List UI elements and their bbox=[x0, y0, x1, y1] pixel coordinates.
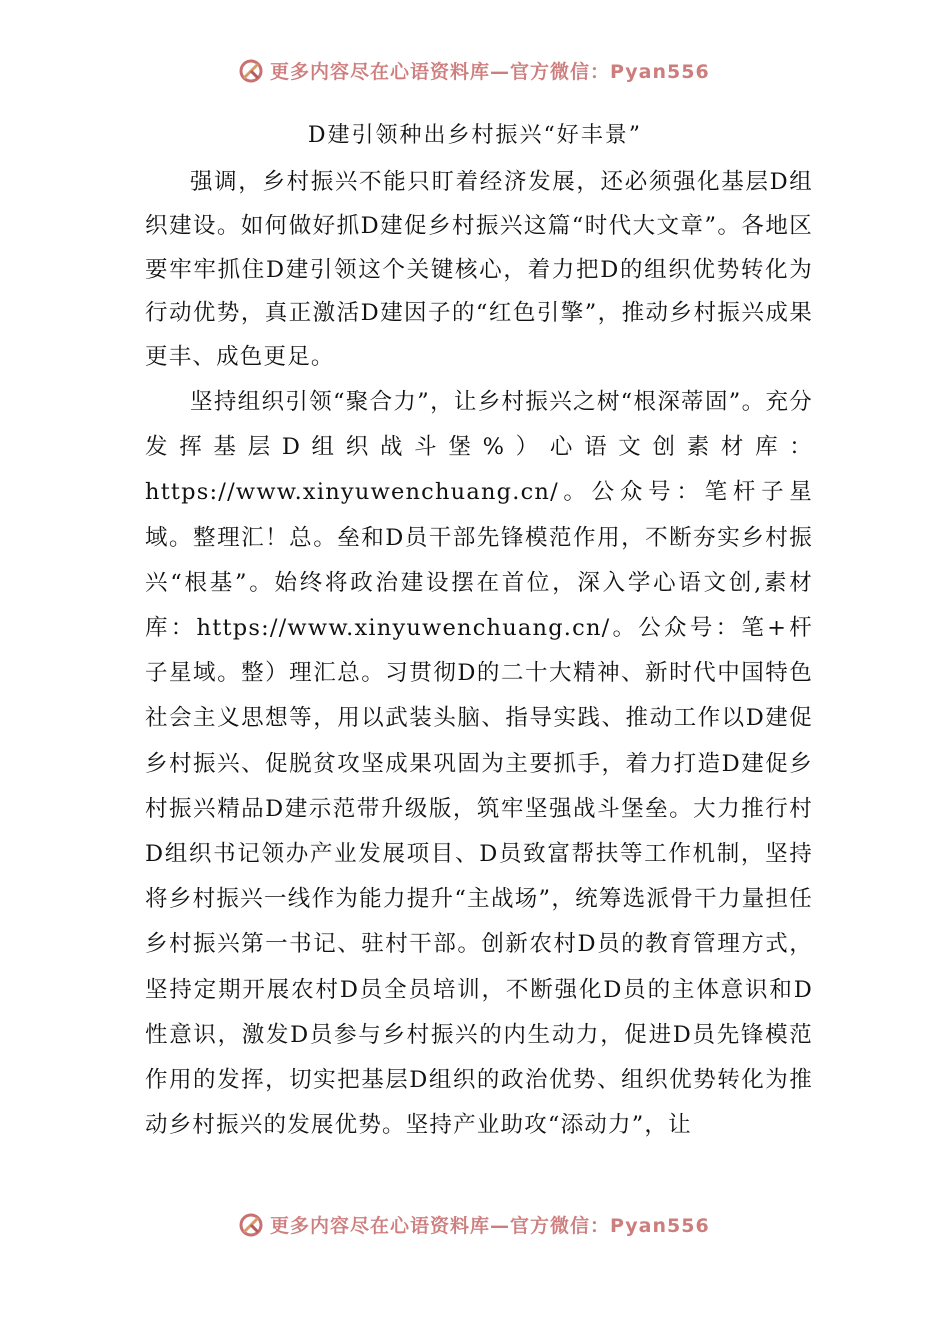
document-title: D建引领种出乡村振兴“好丰景” bbox=[307, 123, 643, 148]
paragraph-2: 坚持组织引领“聚合力”，让乡村振兴之树“根深蒂固”。充分发挥基层D组织战斗堡%）心语文创素材库：https://www.xinyuwenchuang.cn/。公众号：笔杆子星域。整理汇！总。垒和D员干部先锋模范作用，不断夯实乡村振兴“根基”。始终将政治建设摆在首位，深入学心语文创,素材库：https://www.xinyuwenchuang.cn/。公众号：笔+杆子星域。整）理汇总。习贯彻D的二十大精神、新时代中国特色社会主义思想等，用以武装头脑、指导实践、推动工作以D建促乡村振兴、促脱贫攻坚成果巩固为主要抓手，着力打造D建促乡村振兴精品D建示范带升级版，筑牢坚强战斗堡垒。大力推行村D组织书记领办产业发展项目、D员致富帮扶等工作机制，坚持将乡村振兴一线作为能力提升“主战场”，统筹选派骨干力量担任乡村振兴第一书记、驻村干部。创新农村D员的教育管理方式，坚持定期开展农村D员全员培训，不断强化D员的主体意识和D性意识，激发D员参与乡村振兴的内生动力，促进D员先锋模范作用的发挥，切实把基层D组织的政治优势、组织优势转化为推动乡村振兴的发展优势。坚持产业助攻“添动力”，让 bbox=[145, 388, 813, 1139]
watermark-text: 更多内容尽在心语资料库—官方微信：Pyan556 bbox=[270, 1215, 710, 1237]
footer-watermark bbox=[0, 1206, 950, 1240]
pinwheel-logo-icon bbox=[238, 58, 264, 84]
pinwheel-logo-icon bbox=[238, 1212, 264, 1238]
header-watermark bbox=[0, 52, 950, 86]
paragraph-1: 强调，乡村振兴不能只盯着经济发展，还必须强化基层D组织建设。如何做好抓D建促乡村振兴这篇“时代大文章”。各地区要牢牢抓住D建引领这个关键核心，着力把D的组织优势转化为行动优势，真正激活D建因子的“红色引擎”，推动乡村振兴成果更丰、成色更足。 bbox=[145, 169, 813, 371]
document-body bbox=[145, 161, 813, 1148]
watermark-text: 更多内容尽在心语资料库—官方微信：Pyan556 bbox=[270, 61, 710, 83]
